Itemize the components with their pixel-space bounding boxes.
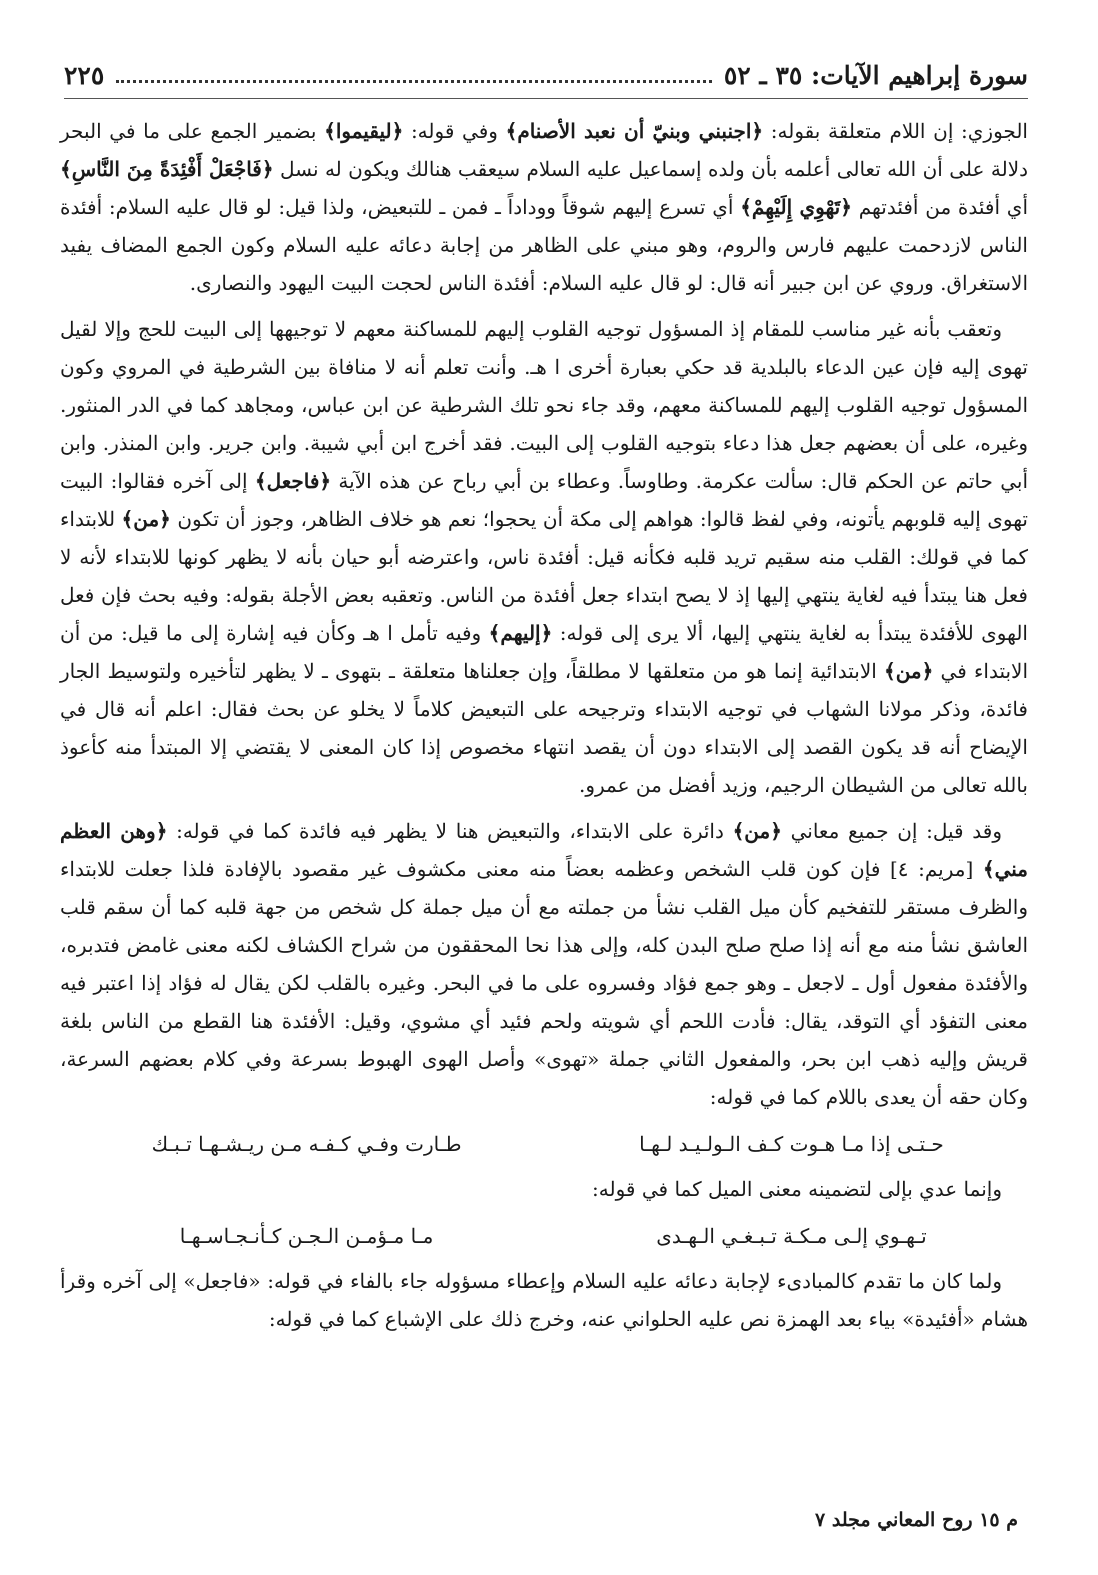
quran-quote: ﴿ليقيموا﴾ (324, 119, 404, 143)
body-text: دائرة على الابتداء، والتبعيض هنا لا يظهر فيه فائدة كما في قوله: (167, 819, 733, 843)
body-paragraph (60, 812, 1028, 1116)
body-text: وفي قوله: (403, 119, 506, 143)
verse-2-second-hemistich: مـا مـؤمـن الـجـن كـأنـجـاسـهـا (179, 1224, 434, 1248)
quran-quote: ﴿إليهم﴾ (488, 621, 553, 645)
verse-2-first-hemistich: تـهـوي إلـى مـكـة تـبـغـي الـهـدى (656, 1224, 927, 1248)
quran-quote: ﴿من﴾ (121, 507, 171, 531)
body-text: وقد قيل: إن جميع معاني (781, 819, 1002, 843)
closing-paragraph: ولما كان ما تقدم كالمبادىء لإجابة دعائه عليه السلام وإعطاء مسؤوله جاء بالفاء في قوله: «فاجعل» إلى آخره وقرأ هشام «أفئيدة» بياء بعد الهمزة نص عليه الحلواني عنه، وخرج ذلك على الإشباع كما في قوله: (60, 1269, 1028, 1331)
quran-quote: ﴿وهن العظم مني﴾ (60, 819, 1028, 881)
verse-line-1 (100, 1124, 998, 1164)
body-text: وتعقب بأنه غير مناسب للمقام إذ المسؤول توجيه القلوب إليهم للمساكنة معهم لا توجيهها إلى البيت للحج وإلا لقيل تهوى إليه فإن عين الدعاء بالبلدية قد حكي بعبارة أخرى ا هـ. وأنت تعلم أنه لا منافاة بين الشرطية في المروي وكون المسؤول توجيه القلوب إليهم للمساكنة معهم، وقد جاء نحو تلك الشرطية عن ابن عباس، ومجاهد كما في الدر المنثور. وغيره، على أن بعضهم جعل هذا دعاء بتوجيه القلوب إلى البيت. فقد أخرج ابن أبي شيبة. وابن جرير. وابن المنذر. وابن أبي حاتم عن الحكم قال: سألت عكرمة. وطاوساً. وعطاء بن أبي رباح عن هذه الآية (60, 317, 1028, 493)
header-dot-leader (116, 80, 712, 83)
running-title: سورة إبراهيم الآيات: ٣٥ ـ ٥٢ (723, 60, 1028, 90)
body-text: وفيه تأمل ا هـ وكأن فيه إشارة إلى ما قيل: من أن الابتداء في (60, 621, 1029, 683)
quran-quote: ﴿من﴾ (883, 659, 934, 683)
body-text: الابتدائية إنما هو من متعلقها لا مطلقاً، وإن جعلناها متعلقة ـ بتهوى ـ لا يظهر لتأخيره ولتوسيط الجار فائدة، وذكر مولانا الشهاب في توجيه الابتداء وترجيحه على التبعيض كلاماً لا يخلو عن بحث فقال: اعلم أنه قال في الإيضاح أنه قد يكون القصد إلى الابتداء دون أن يقصد انتهاء مخصوص إذا كان المعنى لا يقتضي إلا المبتدأ منه كأعوذ بالله تعالى من الشيطان الرجيم، وزيد أفضل من عمرو. (60, 659, 1028, 797)
paragraphs (60, 112, 1028, 1116)
body-text: أي تسرع إليهم شوقاً ووداداً ـ فمن ـ للتبعيض، ولذا قيل: لو قال عليه السلام: أفئدة الناس لازدحمت عليهم فارس والروم، وهو مبني على الظاهر من إجابة دعائه عليه السلام وكون الجمع المضاف يفيد الاستغراق. وروي عن ابن جبير أنه قال: لو قال عليه السلام: أفئدة الناس لحجت البيت اليهود والنصارى. (60, 195, 1028, 295)
body-paragraph (60, 310, 1028, 804)
body-text: للابتداء كما في قولك: القلب منه سقيم تريد قلبه فكأنه قيل: أفئدة ناس، واعترضه أبو حيان بأنه لا يظهر كونها للابتداء لأنه لا فعل هنا يبتدأ فيه لغاية ينتهي إليها إذ لا يصح ابتداء جعل أفئدة من الناس. وتعقبه بعض الأجلة بقوله: وفيه بحث فإن فعل الهوى للأفئدة يبتدأ به لغاية ينتهي إليها، ألا يرى إلى قوله: (60, 507, 1028, 645)
body-text: إلى آخره فقالوا: البيت تهوى إليه قلوبهم يأتونه، وفي لفظ قالوا: هواهم إلى مكة أن يحجوا؛ نعم هو خلاف الظاهر، وجوز أن تكون (60, 469, 1028, 531)
body-text: الجوزي: إن اللام متعلقة بقوله: (763, 119, 1028, 143)
verse-line-2 (100, 1216, 998, 1256)
verse-1-first-hemistich: حـتـى إذا مـا هـوت كـف الـولـيـد لـهـا (639, 1132, 944, 1156)
signature-footer: م ١٥ روح المعاني مجلد ٧ (815, 1509, 1018, 1531)
page-number: ٢٢٥ (64, 60, 105, 90)
quran-quote: ﴿فاجعل﴾ (254, 469, 332, 493)
body-paragraph (60, 112, 1028, 302)
page-header (64, 52, 1028, 99)
body-text: أي أفئدة من أفئدتهم (851, 195, 1028, 219)
quran-quote: ﴿من﴾ (732, 819, 782, 843)
body-text: بضمير الجمع على ما في البحر دلالة على أن الله تعالى أعلمه بأن ولده إسماعيل عليه السلام سيعقب هنالك ويكون له نسل (60, 119, 1029, 181)
quran-quote: ﴿فَاجْعَلْ أَفْئِدَةً مِنَ النَّاسِ﴾ (60, 157, 274, 181)
quran-quote: ﴿تَهْوِي إِلَيْهِمْ﴾ (740, 195, 852, 219)
verse-1-second-hemistich: طـارت وفـي كـفـه مـن ريـشـهـا تـبـك (151, 1132, 462, 1156)
bridge-text: وإنما عدي بإلى لتضمينه معنى الميل كما في قوله: (592, 1177, 1002, 1201)
body-text: [مريم: ٤] فإن كون قلب الشخص وعظمه بعضاً منه معنى مكشوف غير مقصود بالإفادة فلذا جعلت للابتداء والظرف مستقر للتفخيم كأن ميل القلب نشأ من جملته مع أن ميل جملة كل شخص من جهة قلبه كما أن سقم قلب العاشق نشأ منه مع أنه إذا صلح صلح البدن كله، وإلى هذا نحا المحققون من شراح الكشاف لكنه معنى غامض فتدبره، والأفئدة مفعول أول ـ لاجعل ـ وهو جمع فؤاد وفسروه على ما في البحر. وغيره بالقلب لكن يقال له فؤاد إذا اعتبر فيه معنى التفؤد أي التوقد، يقال: فأدت اللحم أي شويته ولحم فئيد أي مشوي، وقيل: الأفئدة هنا القطع من الناس بلغة قريش وإليه ذهب ابن بحر، والمفعول الثاني جملة «تهوى» وأصل الهوى الهبوط بسرعة وفي كلام بعضهم السرعة، وكان حقه أن يعدى باللام كما في قوله: (60, 857, 1028, 1109)
page-body (60, 112, 1028, 1346)
quran-quote: ﴿اجنبني وبنيّ أن نعبد الأصنام﴾ (505, 119, 764, 143)
